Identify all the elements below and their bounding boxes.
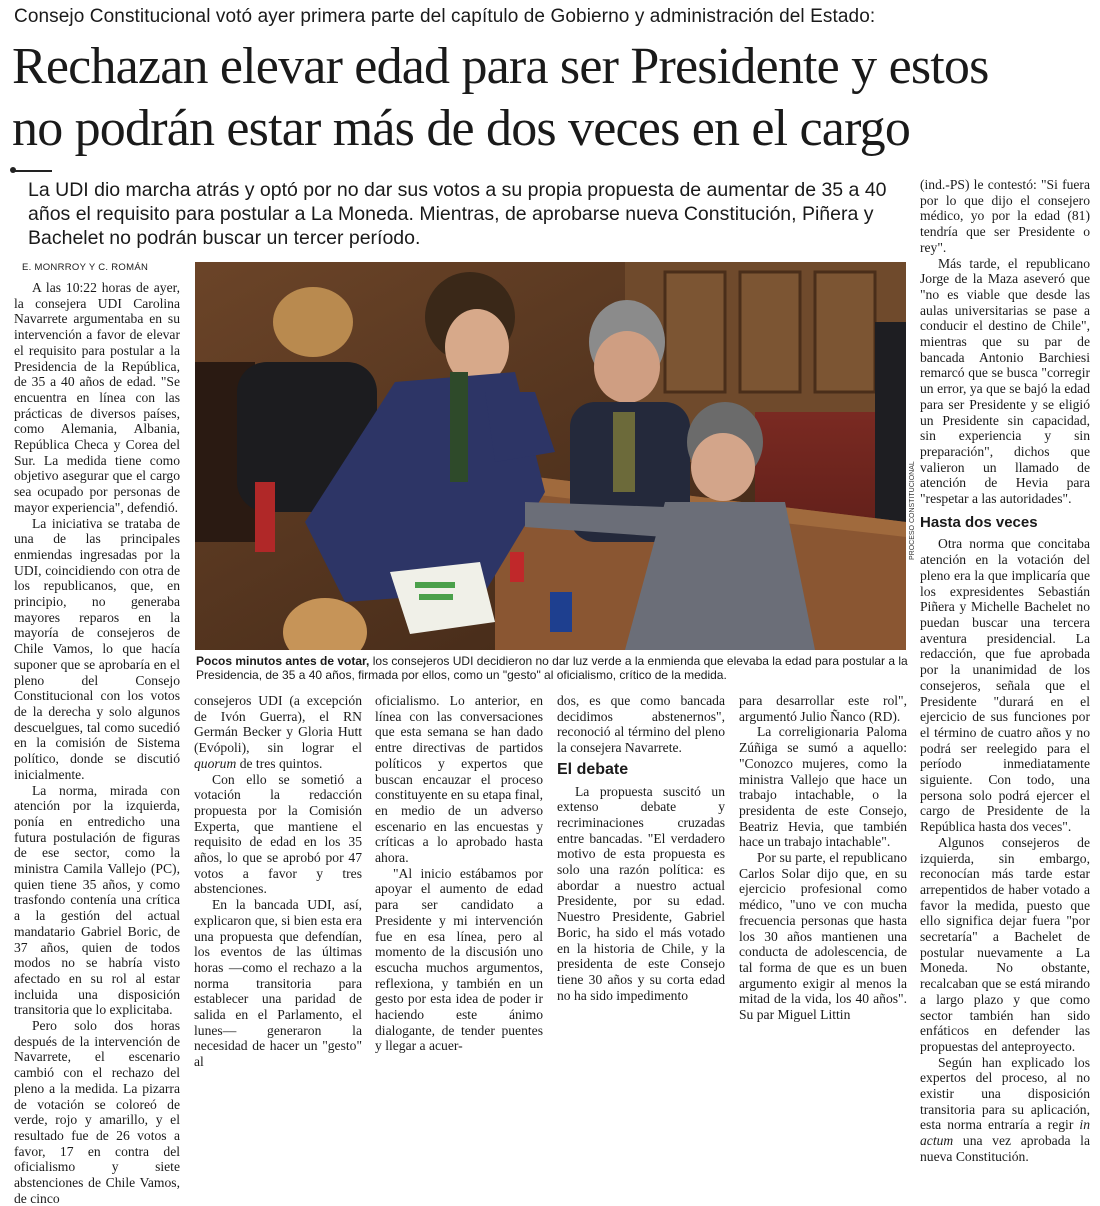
paragraph: Más tarde, el republicano Jorge de la Maza aseveró que "no es viable que desde las aulas universitarias se pase a conducir el destino de Chile", mientras que su par de bancada Antonio Barchiesi remarcó que se busca "corregir un error, ya que se bajó la edad para ser Presidente y se eligió un Presidente sin capacidad, sin experiencia y sin preparación", dichos que valieron un llamado de atención de Hevia para "respetar a las autoridades". — [920, 255, 1090, 507]
paragraph: "Al inicio estábamos por apoyar el aumento de edad para ser candidato a Presidente y mi intervención fue en esa línea, pero al momento de la discusión uno escucha muchos argumentos, reflexiona, y también en un gesto por esta idea de poder ir haciendo este ánimo dialogante, de tender puentes y llegar a acuer- — [375, 865, 543, 1054]
column-3 — [375, 693, 543, 1054]
headline-rule — [14, 170, 52, 172]
headline — [12, 36, 1092, 160]
column-2 — [194, 693, 362, 1070]
column-right — [920, 177, 1090, 1165]
paragraph — [920, 1055, 1090, 1165]
paragraph: Por su parte, el republicano Carlos Solar dijo que, en su ejercicio profesional como médico, "uno ve con mucha frecuencia personas que hasta los 30 años mantienen una conducta de adolescencia, de tal forma de que es un buen argumento exigir al menos la mitad de la vida, los 40 años". Su par Miguel Littin — [739, 850, 907, 1023]
paragraph: La norma, mirada con atención por la izquierda, ponía en entredicho una futura postulación de figuras de ese sector, como la ministra Camila Vallejo (PC), quien tiene 35 años, y como trasfondo contenía una crítica a la gestión del actual mandatario Gabriel Boric, de 37 años, quien de todos modos no se habría visto afectado en su rol al estar incluida una disposición transitoria que lo explicitaba. — [14, 782, 180, 1018]
italic-term: in actum — [920, 1117, 1090, 1149]
paragraph: Con ello se sometió a votación la redacción propuesta por la Comisión Experta, que mantiene el requisito de edad en los 35 años, lo que se aprobó por 47 votos a favor y tres abstenciones. — [194, 771, 362, 897]
byline: E. MONRROY Y C. ROMÁN — [22, 262, 149, 273]
caption-lead: Pocos minutos antes de votar, — [196, 654, 370, 668]
paragraph: La propuesta suscitó un extenso debate y recriminaciones cruzadas entre bancadas. "El verdadero motivo de esta propuesta es solo una razón política: es abordar a nuestro actual Presidente, por su edad. Nuestro Presidente, Gabriel Boric, ha sido el más votado en la historia de Chile, y la presidenta de este Consejo tiene 30 años y su corta edad no ha sido impedimento — [557, 783, 725, 1003]
kicker: Consejo Constitucional votó ayer primera parte del capítulo de Gobierno y administración del Estado: — [14, 6, 876, 27]
paragraph: En la bancada UDI, así, explicaron que, si bien esta era una propuesta que defendían, los eventos de las últimas horas —como el rechazo a la norma transitoria para establecer una paridad de salida en el Parlamento, el lunes— generaron la necesidad de hacer un "gesto" al — [194, 897, 362, 1070]
paragraph: La correligionaria Paloma Zúñiga se sumó a aquello: "Conozco mujeres, como la ministra Vallejo que hace un trabajo intachable, o la presidenta de este Consejo, Beatriz Hevia, que también hace un trabajo intachable". — [739, 724, 907, 850]
paragraph: Otra norma que concitaba atención en la votación del pleno era la que implicaría que los expresidentes Sebastián Piñera y Michelle Bachelet no puedan buscar una tercera aventura presidencial. La redacción, que fue aprobada por la unanimidad de los consejeros, señala que el Presidente "durará en el ejercicio de sus funciones por el término de cuatro años y no podrá ser reelegido para el período inmediatamente siguiente. Con todo, una persona solo podrá ejercer el cargo de Presidente de la República hasta dos veces". — [920, 536, 1090, 835]
text-run: Según han explicado los expertos del proceso, al no existir una disposición transitoria para su aplicación, esta norma entraría a regir — [920, 1054, 1090, 1133]
photo-illustration — [195, 262, 906, 650]
paragraph: A las 10:22 horas de ayer, la consejera UDI Carolina Navarrete argumentaba en su intervención a favor de elevar el requisito para postular a la Presidencia de la República, de 35 a 40 años de edad. "Se encuentra en línea con las prácticas de diversos países, como Alemania, Albania, República Checa y Corea del Sur. La medida tiene como objetivo asegurar que el cargo sea ocupado por personas de mayor experiencia", defendió. — [14, 280, 180, 515]
headline-line-1: Rechazan elevar edad para ser Presidente y estos — [12, 38, 989, 95]
deck: La UDI dio marcha atrás y optó por no dar sus votos a su propia propuesta de aumentar de 35 a 40 años el requisito para postular a La Moneda. Mientras, de aprobarse nueva Constitución, Piñera y Bachelet no podrán buscar un tercer período. — [28, 179, 887, 249]
column-1 — [14, 280, 180, 1206]
paragraph — [194, 693, 362, 772]
paragraph: dos, es que como bancada decidimos abstenernos", reconoció al término del pleno la consejera Navarrete. — [557, 693, 725, 756]
text-run: consejeros UDI (a excepción de Ivón Guerra), el RN Germán Becker y Gloria Hutt (Evópoli), sin lograr el — [194, 693, 362, 756]
paragraph: Algunos consejeros de izquierda, sin embargo, reconocían más tarde estar arrepentidos de haber votado a favor la medida, puesto que ello significa dejar fuera "por secretaría" a Bachelet de postular nuevamente a La Moneda. No obstante, recalcaban que se está mirando a largo plazo y que como sector también han sido enfáticos en defender las propuestas del anteproyecto. — [920, 834, 1090, 1054]
photo-caption — [196, 654, 908, 682]
text-run: de tres quintos. — [236, 755, 323, 771]
column-5 — [739, 693, 907, 1023]
column-4 — [557, 693, 725, 1003]
photo-credit: PROCESO CONSTITUCIONAL — [909, 461, 916, 560]
paragraph: La iniciativa se trataba de una de las principales enmiendas ingresadas por la UDI, coincidiendo con otra de los republicanos, que, en principio, no generaba mayores reparos en la mayoría de consejeros de Chile Vamos, lo que hacía suponer que se aprobaría en el pleno del Consejo Constitucional con los votos de la derecha y solo algunos descuelgues, tal como sucedió en la comisión de Sistema político, donde se discutió inicialmente. — [14, 515, 180, 782]
subhead-debate: El debate — [557, 760, 629, 778]
italic-term: quorum — [194, 755, 237, 771]
paragraph: (ind.-PS) le contestó: "Si fuera por lo que dijo el consejero médico, yo por la edad (81) tendría que ser Presidente o rey". — [920, 177, 1090, 255]
paragraph: para desarrollar este rol", argumentó Julio Ñanco (RD). — [739, 693, 907, 724]
headline-line-2: no podrán estar más de dos veces en el cargo — [12, 100, 911, 157]
text-run: una vez aprobada la nueva Constitución. — [920, 1133, 1090, 1164]
subhead-hasta-dos-veces: Hasta dos veces — [920, 513, 1038, 531]
news-photo — [195, 262, 906, 650]
caption-text: los consejeros UDI decidieron no dar luz verde a la enmienda que elevaba la edad para postular a la Presidencia, de 35 a 40 años, firmada por ellos, como un "gesto" al oficialismo, crítico de la medida. — [196, 654, 908, 682]
paragraph: oficialismo. Lo anterior, en línea con las conversaciones que esta semana se han dado entre directivas de partidos políticos y expertos que buscan encauzar el proceso constituyente en su etapa final, en medio de un adverso escenario en las encuestas y críticas a lo aprobado hasta ahora. — [375, 693, 543, 866]
paragraph: Pero solo dos horas después de la intervención de Navarrete, el escenario cambió con el rechazo del pleno a la medida. La pizarra de votación se coloreó de verde, rojo y amarillo, y el resultado fue de 26 votos a favor, 17 en contra del oficialismo y siete abstenciones de Chile Vamos, de cinco — [14, 1018, 180, 1206]
